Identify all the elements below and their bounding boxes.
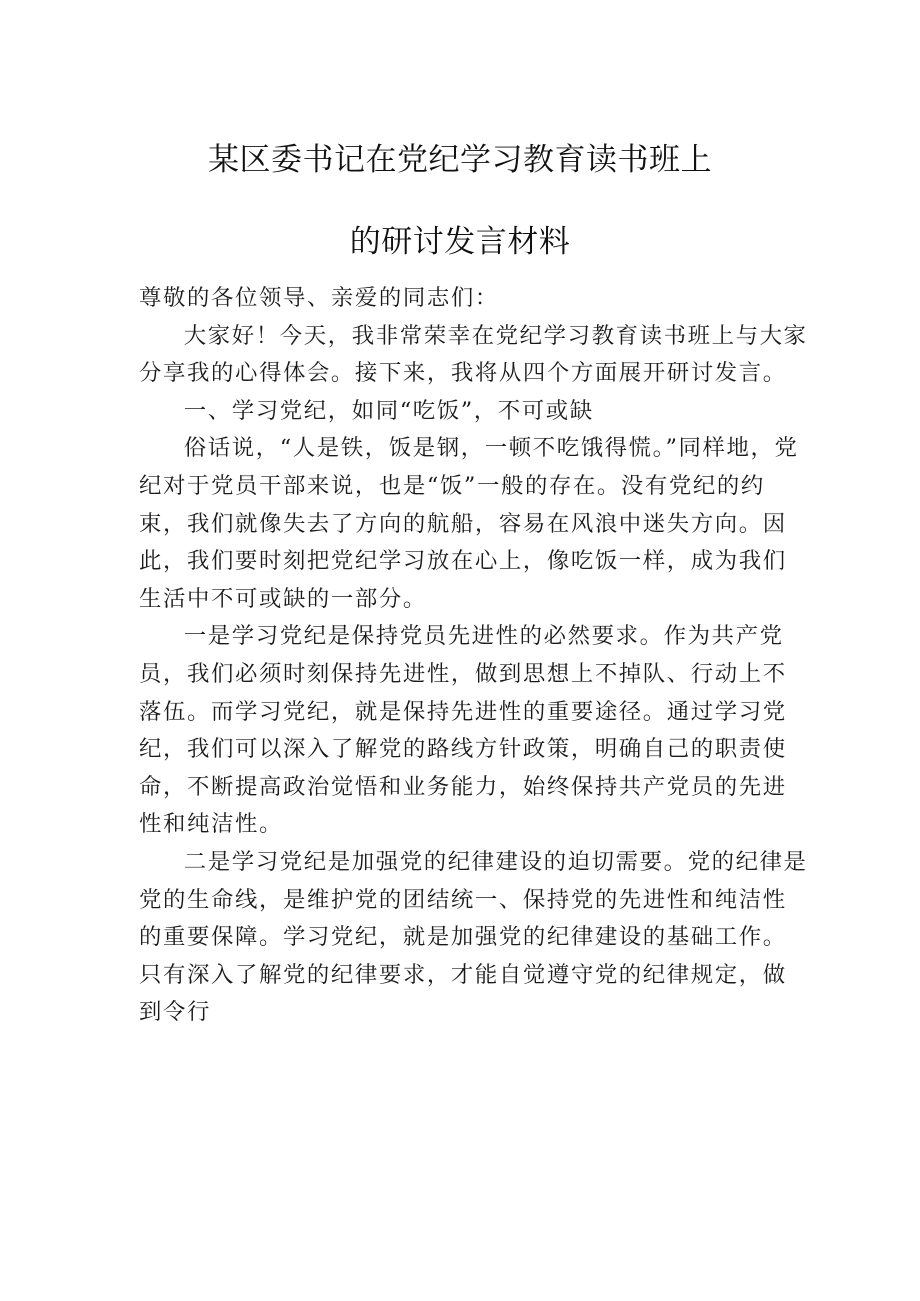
document-body bbox=[139, 280, 809, 1032]
paragraph-point-1: 一是学习党纪是保持党员先进性的必然要求。作为共产党员，我们必须时刻保持先进性，做到思想上不掉队、行动上不落伍。而学习党纪，就是保持先进性的重要途径。通过学习党纪，我们可以深入了解党的路线方针政策，明确自己的职责使命，不断提高政治觉悟和业务能力，始终保持共产党员的先进性和纯洁性。 bbox=[139, 623, 787, 838]
document-title-line-2: 的研讨发言材料 bbox=[349, 224, 571, 260]
paragraph-opening: 大家好！今天，我非常荣幸在党纪学习教育读书班上与大家分享我的心得体会。接下来，我将从四个方面展开研讨发言。 bbox=[139, 322, 808, 387]
section-heading-1: 一、学习党纪，如同“吃饭”，不可或缺 bbox=[183, 397, 594, 424]
paragraph-point-2: 二是学习党纪是加强党的纪律建设的迫切需要。党的纪律是党的生命线，是维护党的团结统一、保持党的先进性和纯洁性的重要保障。学习党纪，就是加强党的纪律建设的基础工作。只有深入了解党的纪律要求，才能自觉遵守党的纪律规定，做到令行 bbox=[139, 848, 808, 1026]
paragraph-proverb: 俗话说，“人是铁，饭是钢，一顿不吃饿得慌。”同样地，党纪对于党员干部来说，也是“饭”一般的存在。没有党纪的约束，我们就像失去了方向的航船，容易在风浪中迷失方向。因此，我们要时刻把党纪学习放在心上，像吃饭一样，成为我们生活中不可或缺的一部分。 bbox=[139, 435, 799, 612]
document-title-line-1: 某区委书记在党纪学习教育读书班上 bbox=[208, 142, 712, 178]
salutation: 尊敬的各位领导、亲爱的同志们： bbox=[139, 285, 499, 311]
